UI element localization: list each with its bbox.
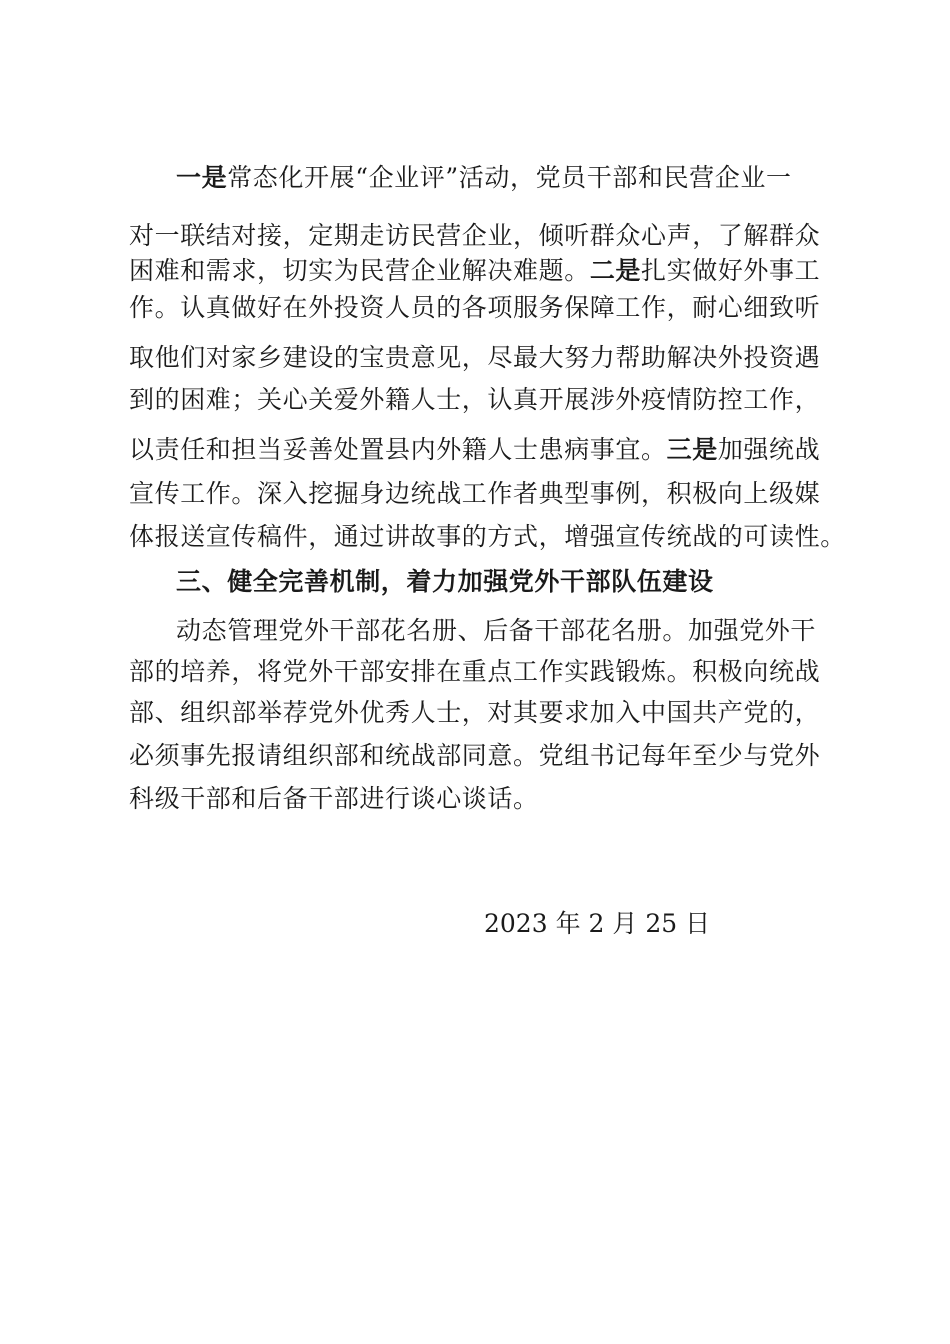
bold-marker: 三是	[666, 435, 718, 464]
document-date: 2023 年 2 月 25 日	[484, 909, 711, 938]
paragraph-line: 以责任和担当妥善处置县内外籍人士患病事宜。三是加强统战	[129, 435, 821, 464]
paragraph-line: 体报送宣传稿件，通过讲故事的方式，增强宣传统战的可读性。	[129, 522, 846, 551]
paragraph-line: 部的培养，将党外干部安排在重点工作实践锻炼。积极向统战	[129, 657, 821, 686]
paragraph-line: 部、组织部举荐党外优秀人士，对其要求加入中国共产党的，	[129, 698, 821, 727]
paragraph-line: 到的困难；关心关爱外籍人士，认真开展涉外疫情防控工作，	[129, 385, 821, 414]
paragraph-line: 必须事先报请组织部和统战部同意。党组书记每年至少与党外	[129, 741, 821, 770]
bold-marker: 二是	[589, 256, 642, 285]
paragraph-line: 作。认真做好在外投资人员的各项服务保障工作，耐心细致听	[129, 293, 821, 322]
paragraph-line: 一是常态化开展“企业评”活动，党员干部和民营企业一	[176, 163, 792, 192]
paragraph-line: 困难和需求，切实为民营企业解决难题。二是扎实做好外事工	[129, 256, 821, 285]
paragraph-line: 科级干部和后备干部进行谈心谈话。	[129, 784, 539, 813]
paragraph-line: 取他们对家乡建设的宝贵意见，尽最大努力帮助解决外投资遇	[129, 343, 821, 372]
bold-marker: 一是	[176, 163, 228, 192]
paragraph-line: 动态管理党外干部花名册、后备干部花名册。加强党外干	[176, 616, 817, 645]
section-heading: 三、健全完善机制，着力加强党外干部队伍建设	[176, 567, 714, 596]
paragraph-line: 宣传工作。深入挖掘身边统战工作者典型事例，积极向上级媒	[129, 479, 821, 508]
paragraph-line: 对一联结对接，定期走访民营企业，倾听群众心声，了解群众	[129, 221, 821, 250]
